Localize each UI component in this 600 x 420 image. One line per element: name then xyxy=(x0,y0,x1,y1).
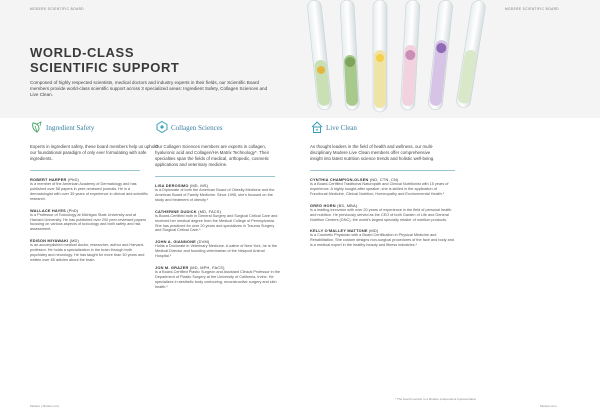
bio-entry xyxy=(30,238,150,263)
footer-left: Modere | Modere.com xyxy=(30,404,60,408)
footnote: * The board member is a Modere independent representative xyxy=(395,397,477,401)
bio-credentials: (BS, MBA) xyxy=(337,202,358,208)
divider xyxy=(155,176,275,177)
column-description: Our Collagen Sciences members are experts in collagen, hyaluronic acid and Collagen/HA Matrix Technology*. Their specialties span the fields of medical, orthopedic, cosmetic applications and veterinary medicine. xyxy=(155,144,270,167)
bio-entry xyxy=(30,177,150,202)
bio-name: WALLACE HAYES xyxy=(30,207,66,213)
bio-text: Is an accomplished medical doctor, researcher, author and Harvard-professor. He holds a specialization in the brain through both psychiatry and neurology. He has taught for more than 30 years and written over 65 articles about the brain. xyxy=(30,243,145,262)
bio-credentials: (DVM) xyxy=(197,239,210,245)
bio-entry xyxy=(310,177,455,197)
bio-credentials: (PhD) xyxy=(67,207,79,213)
bio-credentials: (MD, FACS) xyxy=(198,208,222,214)
hero-banner xyxy=(0,0,600,118)
column-title: Ingredient Safety xyxy=(46,124,95,132)
bio-credentials: (PhD) xyxy=(67,177,79,182)
divider xyxy=(30,170,140,171)
bio-entry xyxy=(310,228,455,248)
bio-credentials: (ND, CTN, CN) xyxy=(369,177,399,182)
footer-right: Modere.com xyxy=(540,404,557,408)
bio-text: Holds a Doctorate in Veterinary Medicine. A native of New York, he is the Medical Director and founding veterinarian of the Newport Animal Hospital.* xyxy=(155,244,277,259)
bio-entry xyxy=(155,183,280,203)
column-description: Experts in ingredient safety, these board members help us uphold our foundational paradigm of only ever formulating with safe ingredients. xyxy=(30,144,158,161)
header-label-left: MODERE SCIENTIFIC BOARD xyxy=(30,7,85,11)
bio-name: EDISON MIYAWAKI xyxy=(30,238,69,244)
bio-entry xyxy=(310,203,455,223)
bio-name: LISA DEROSIMO xyxy=(155,183,189,188)
bio-credentials: (MD) xyxy=(69,238,80,244)
bio-text: Is a member of the American Academy of Dermatology and has published over 58 papers in peer-reviewed journals. He is a dermatologist with over 35 years of experience in clinical and scientific research. xyxy=(30,182,148,201)
header-label-right: MODERE SCIENTIFIC BOARD xyxy=(505,7,560,11)
bio-text: Is a Board-Certified Traditional Naturopath and Clinical Nutritionist with 15 years of experience. A highly sought-after speaker, she is skilled in the application of Functional Medicine, Clinical Nutrition, Homeopathy and Environmental Health.* xyxy=(310,182,449,196)
bio-entry xyxy=(155,239,280,259)
intro-paragraph: Composed of highly respected scientists, medical doctors and industry experts in their fields, our Scientific Board members provide world-class scientific support across 3 specialized areas: Ingredient Safety, Collagen Sciences and Live Clean. xyxy=(30,80,268,98)
column-description: As thought leaders in the field of health and wellness, our multi-disciplinary Modere Live Clean members offer comprehensive insight into latest nutrition science trends and holistic well-being. xyxy=(310,144,435,161)
column-collagen-sciences xyxy=(155,120,300,290)
test-tubes-image xyxy=(280,0,500,118)
bio-entry xyxy=(30,208,150,233)
molecule-icon xyxy=(155,120,169,134)
bio-text: Is Board-Certified both in General Surgery and Surgical Critical Care and received her medical degree from the Medical College of Pennsylvania. She has practiced for over 20 years and specializes in Trauma Surgery and Surgical Critical Care.* xyxy=(155,213,278,233)
leaf-icon xyxy=(30,120,44,134)
bio-text: Is a leading innovator with over 20 years of experience in the field of personal health and nutrition. He previously served as the CEO of both Garden of Life and General Nutrition Centers (GNC), the world's largest specialty retailer of nutrition products. xyxy=(310,207,452,222)
bio-name: ROBERT HARPER xyxy=(30,177,67,182)
bio-text: Is a Diplomate of both the American Board of Obesity Medicine and the American Board of Family Medicine. Since 1995, she's focused on the study and treatment of obesity.* xyxy=(155,188,275,202)
bio-name: CYNTHIA CHAMPION-OLSEN xyxy=(310,177,369,182)
column-title: Collagen Sciences xyxy=(171,124,223,132)
house-icon xyxy=(310,120,324,134)
column-title: Live Clean xyxy=(326,124,357,132)
bio-text: Is a Board-Certified Plastic Surgeon and Assistant Clinical Professor in the Department of Plastic Surgery at the University of California, Irvine. He specializes in aesthetic body contouring, reconstructive surgery and skin health.* xyxy=(155,270,280,289)
bio-name: GREG HORN xyxy=(310,202,336,208)
page-title: WORLD-CLASS SCIENTIFIC SUPPORT xyxy=(30,45,180,75)
bio-name: KELLY O'MALLEY MATTONE xyxy=(310,228,368,234)
bio-name: JON M. GRAZER xyxy=(155,265,189,271)
bio-credentials: (MD, MPH, FACS) xyxy=(189,265,225,271)
bio-credentials: (MD) xyxy=(368,228,379,234)
column-ingredient-safety xyxy=(30,120,175,263)
bio-entry xyxy=(155,209,280,234)
bio-credentials: (MD, MS) xyxy=(189,183,209,188)
divider xyxy=(310,170,455,171)
bio-name: CATHERINE DUDICK xyxy=(155,208,197,214)
bio-text: Is a Professor of Toxicology at Michigan State University and at Harvard University. He has published over 200 peer-reviewed papers focusing on various aspects of toxicology and both safety and risk assessment. xyxy=(30,212,147,232)
bio-name: JOHN A. GIANNONE xyxy=(155,239,196,245)
bio-text: Is a Cosmetic Physician with a Board Certification in Physical Medicine and Rehabilitation. She custom designs non-surgical procedures of the face and body and is a medical expert in the healthy beauty and fitness industries.* xyxy=(310,233,454,248)
bio-entry xyxy=(155,265,280,290)
column-live-clean xyxy=(310,120,455,248)
